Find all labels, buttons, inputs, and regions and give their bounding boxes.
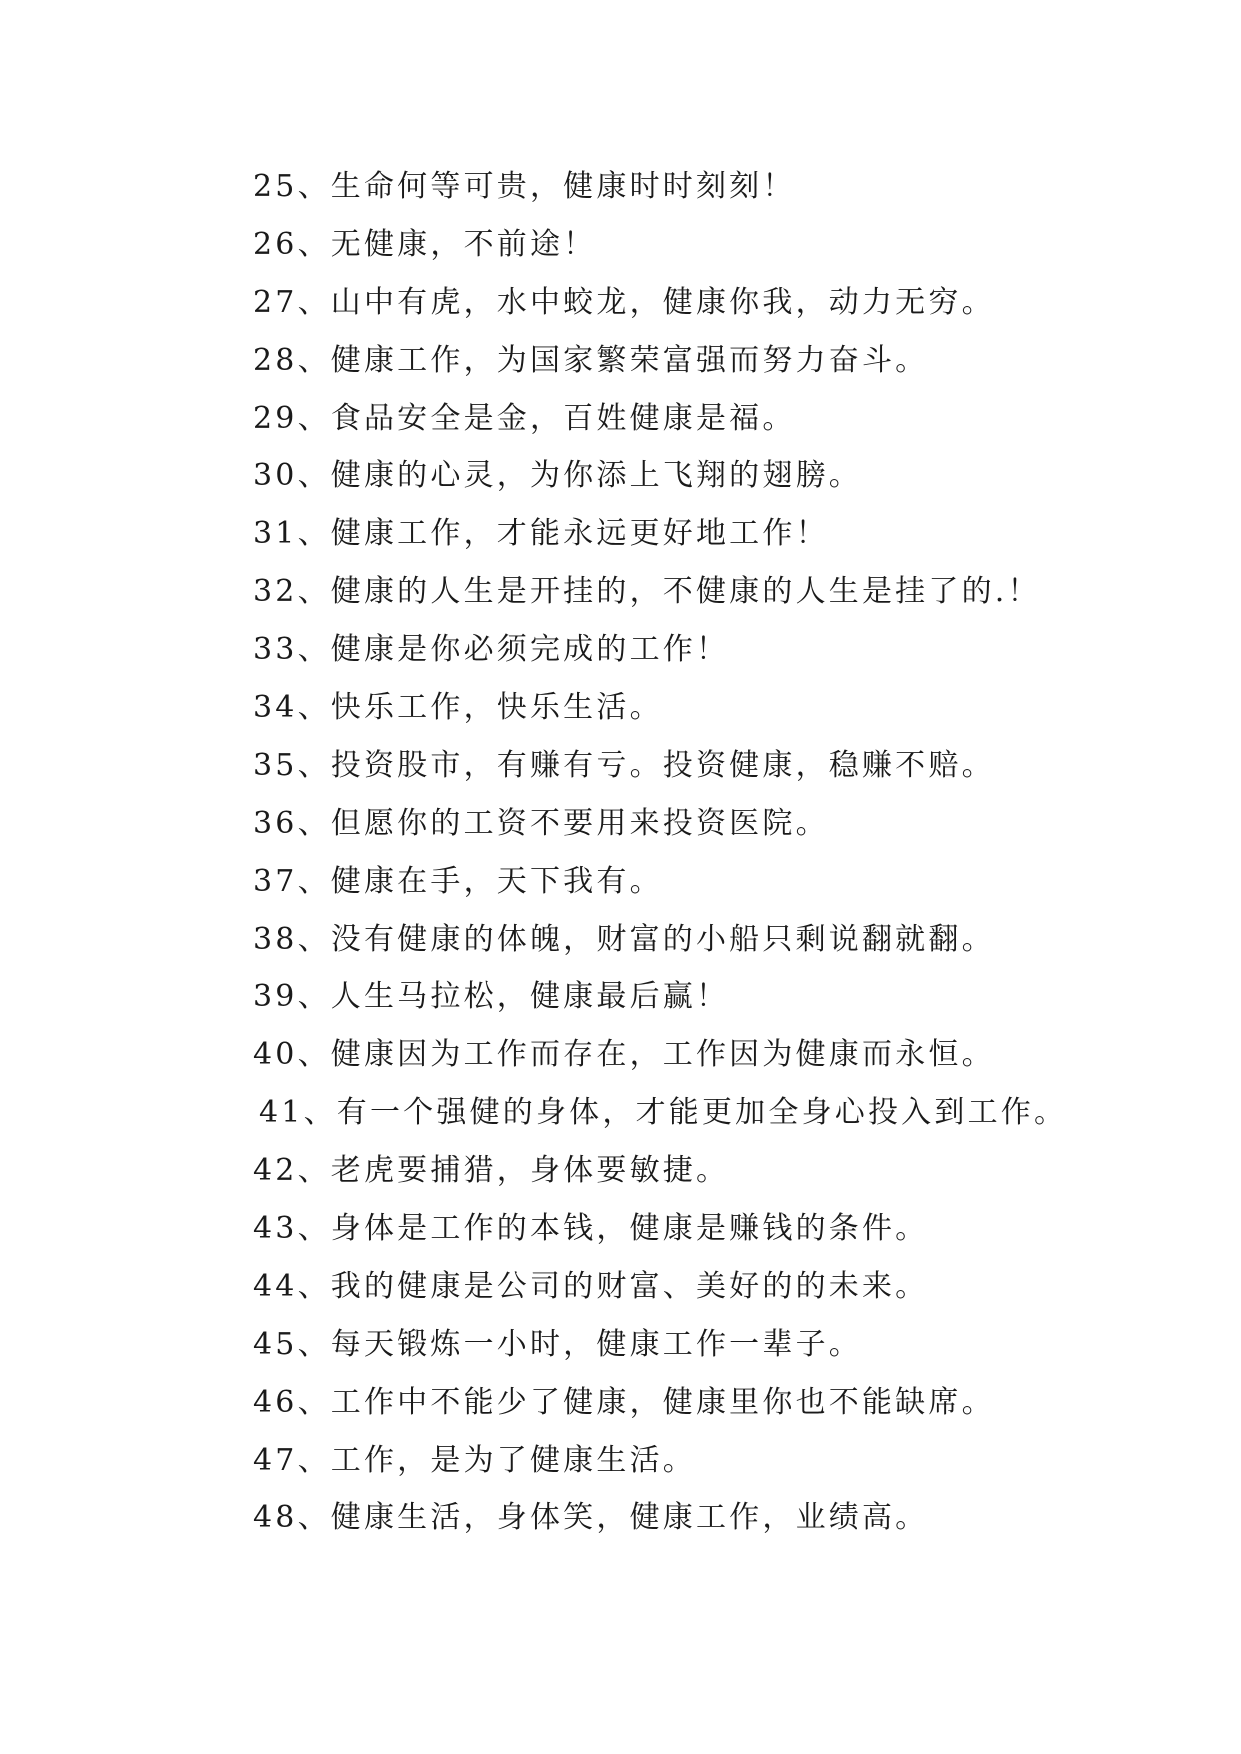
list-item: 31、健康工作，才能永远更好地工作！ <box>253 516 829 552</box>
list-item: 46、工作中不能少了健康，健康里你也不能缺席。 <box>253 1384 995 1420</box>
slogan-list <box>253 158 1067 1547</box>
list-item: 48、健康生活，身体笑，健康工作，业绩高。 <box>253 1500 929 1536</box>
list-item: 40、健康因为工作而存在，工作因为健康而永恒。 <box>253 1037 995 1073</box>
list-item: 38、没有健康的体魄，财富的小船只剩说翻就翻。 <box>253 921 995 957</box>
list-item: 27、山中有虎，水中蛟龙，健康你我，动力无穷。 <box>253 284 995 320</box>
list-item: 28、健康工作，为国家繁荣富强而努力奋斗。 <box>253 342 929 378</box>
list-item: 44、我的健康是公司的财富、美好的的未来。 <box>253 1268 929 1304</box>
list-item: 36、但愿你的工资不要用来投资医院。 <box>253 805 829 841</box>
list-item: 41、有一个强健的身体，才能更加全身心投入到工作。 <box>259 1095 1068 1131</box>
list-item: 45、每天锻炼一小时，健康工作一辈子。 <box>253 1326 862 1362</box>
list-item: 29、食品安全是金，百姓健康是福。 <box>253 400 796 436</box>
list-item: 37、健康在手，天下我有。 <box>253 863 663 899</box>
list-item: 42、老虎要捕猎，身体要敏捷。 <box>253 1153 730 1189</box>
list-item: 35、投资股市，有赚有亏。投资健康，稳赚不赔。 <box>253 747 995 783</box>
list-item: 26、无健康，不前途！ <box>253 226 597 262</box>
list-item: 33、健康是你必须完成的工作！ <box>253 632 730 668</box>
list-item: 43、身体是工作的本钱，健康是赚钱的条件。 <box>253 1211 929 1247</box>
list-item: 30、健康的心灵，为你添上飞翔的翅膀。 <box>253 458 862 494</box>
list-item: 25、生命何等可贵，健康时时刻刻！ <box>253 169 796 204</box>
list-item: 34、快乐工作，快乐生活。 <box>253 690 663 726</box>
list-item: 47、工作，是为了健康生活。 <box>253 1442 696 1478</box>
list-item: 32、健康的人生是开挂的，不健康的人生是挂了的.！ <box>253 574 1041 610</box>
list-item: 39、人生马拉松，健康最后赢！ <box>253 979 730 1015</box>
